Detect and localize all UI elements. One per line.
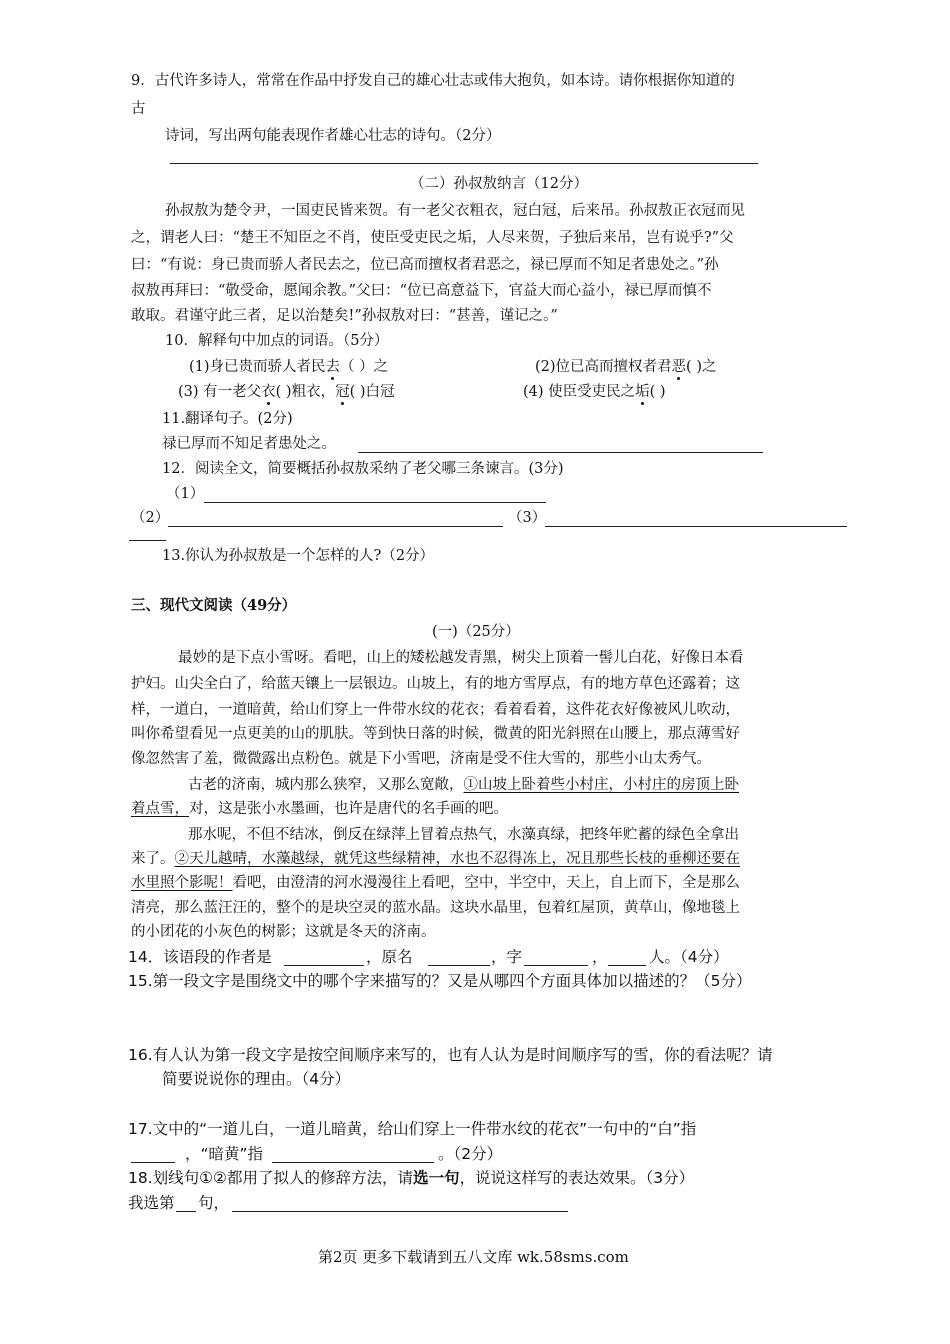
underlined-sentence-2-cont: 水里照个影呢！	[131, 875, 233, 891]
page-footer: 第2页 更多下载请到五八文库 wk.58sms.com	[318, 1248, 629, 1266]
q12-answer-line-3[interactable]	[545, 526, 847, 527]
part3-subtitle: (一)（25分）	[432, 624, 520, 640]
q14-b: ，原名	[366, 948, 413, 966]
q12-n2: （2）	[131, 510, 170, 526]
section2-para-line: 之，谓老人曰：“楚王不知臣之不肖，使臣受吏民之垢，人尽来贺，子独后来吊，岂有说乎?”父	[131, 230, 734, 246]
passage-line: 古老的济南，城内那么狭窄，又那么宽敞，①山坡上卧着些小村庄，小村庄的房顶上卧	[188, 777, 739, 793]
q17-blank-white[interactable]	[131, 1162, 175, 1163]
q14-blank-author[interactable]	[284, 965, 364, 966]
q17-line1: 17.文中的“一道儿白，一道儿暗黄，给山们穿上一件带水纹的花衣”一句中的“白”指	[128, 1120, 697, 1138]
passage-line: 叫你希望看见一点更美的山的肌肤。等到快日落的时候，微黄的阳光斜照在山腰上，那点薄雪好	[131, 726, 740, 742]
section2-para-line: 敢取。君谨守此三者，足以治楚矣!”孙叔敖对曰：“甚善，谨记之。”	[131, 308, 558, 324]
q9-line2: 古	[131, 101, 146, 117]
passage-line: 最妙的是下点小雪呀。看吧，山上的矮松越发青黑，树尖上顶着一髻儿白花，好像日本看	[178, 650, 744, 666]
passage-line: 样，一道白，一道暗黄，给山们穿上一件带水纹的花衣；看着看着，这件花衣好像被风儿吹动，	[131, 702, 740, 718]
q10-item4: (4) 使臣受吏民之垢( )	[523, 384, 666, 400]
q11-sentence: 禄已厚而不知足者患处之。	[162, 436, 336, 452]
q17-a: ，“暗黄”指	[185, 1145, 264, 1163]
section2-para-line: 叔敖再拜曰：“敬受命，愿闻余教。”父曰：“位已高意益下，官益大而心益小，禄已厚而慎不	[131, 283, 712, 299]
q12-n1: （1）	[166, 486, 205, 502]
q14-c: ，字	[491, 948, 523, 966]
passage-line: 护妇。山尖全白了，给蓝天镶上一层银边。山坡上，有的地方雪厚点，有的地方草色还露着；这	[131, 676, 740, 692]
q14-e: 人。（4分）	[649, 948, 729, 966]
underlined-sentence-1-cont: 着点雪，	[131, 801, 189, 817]
q17-blank-dark-yellow[interactable]	[272, 1162, 434, 1163]
section2-title: （二）孙叔敖纳言（12分）	[410, 176, 588, 192]
q14-blank-courtesy-name[interactable]	[524, 965, 588, 966]
passage-line: 的小团花的小灰色的树影；这就是冬天的济南。	[131, 924, 436, 940]
q18-line2-b: 句，	[198, 1194, 230, 1212]
q11-answer-line[interactable]	[358, 452, 763, 453]
passage-line: 来了。②天儿越晴，水藻越绿，就凭这些绿精神，水也不忍得冻上，况且那些长枝的垂柳还要在	[131, 851, 740, 867]
passage-line: 着点雪，对，这是张小水墨画，也许是唐代的名手画的吧。	[131, 801, 508, 817]
q12-title: 12．阅读全文，简要概括孙叔敖采纳了老父哪三条谏言。(3分)	[162, 461, 564, 477]
q9-answer-line[interactable]	[170, 163, 758, 164]
q15-title: 15.第一段文字是围绕文中的哪个字来描写的？又是从哪四个方面具体加以描述的？（5分）	[128, 972, 752, 990]
q18-answer-line[interactable]	[232, 1211, 568, 1212]
q18-line2-a: 我选第	[128, 1194, 175, 1212]
passage-line: 那水呢，不但不结冰，倒反在绿萍上冒着点热气，水藻真绿，把终年贮蓄的绿色全拿出	[188, 827, 739, 843]
q14-d: ，	[592, 948, 608, 966]
q11-title: 11.翻译句子。(2分)	[162, 411, 293, 427]
q18-line1: 18.划线句①②都用了拟人的修辞方法，请选一句，说说这样写的表达效果。（3分）	[128, 1169, 695, 1187]
q16-line1: 16.有人认为第一段文字是按空间顺序来写的，也有人认为是时间顺序写的雪，你的看法呢？请	[128, 1046, 773, 1064]
passage-line: 水里照个影呢！看吧，由澄清的河水漫漫往上看吧，空中，半空中，天上，自上而下，全是那么	[131, 875, 740, 891]
underlined-sentence-1: ①山坡上卧着些小村庄，小村庄的房顶上卧	[463, 777, 739, 793]
q9-line1: 9．古代许多诗人，常常在作品中抒发自己的雄心壮志或伟大抱负，如本诗。请你根据你知道的	[131, 73, 735, 89]
part3-title: 三、现代文阅读（49分）	[131, 597, 297, 614]
q12-answer-line-2[interactable]	[168, 526, 503, 527]
q10-item3: (3) 有一老父衣( )粗衣，冠( )白冠	[178, 384, 395, 400]
q16-line2: 简要说说你的理由。（4分）	[162, 1070, 351, 1088]
passage-line: 清亮，那么蓝汪汪的，整个的是块空灵的蓝水晶。这块水晶里，包着红屋顶，黄草山，像地毯上	[131, 900, 740, 916]
q14-blank-original-name[interactable]	[428, 965, 490, 966]
underlined-sentence-2: ②天儿越晴，水藻越绿，就凭这些绿精神，水也不忍得冻上，况且那些长枝的垂柳还要在	[174, 851, 740, 867]
q14-a: 14．该语段的作者是	[128, 948, 272, 966]
q10-item2: (2)位已高而擅权者君恶( )之	[535, 359, 717, 375]
q17-b: 。（2分）	[438, 1145, 503, 1163]
section2-para-line: 孙叔敖为楚令尹，一国吏民皆来贺。有一老父衣粗衣，冠白冠，后来吊。孙叔敖正衣冠而见	[165, 203, 745, 219]
q12-answer-line-1[interactable]	[204, 502, 546, 503]
q12-n3: （3）	[508, 510, 547, 526]
q14-blank-hometown[interactable]	[608, 965, 646, 966]
q9-line3: 诗词，写出两句能表现作者雄心壮志的诗句。（2分）	[165, 128, 501, 144]
q10-title: 10．解释句中加点的词语。（5分）	[165, 333, 389, 349]
passage-line: 像忽然害了羞，微微露出点粉色。就是下小雪吧，济南是受不住大雪的，那些小山太秀气。	[131, 751, 711, 767]
q10-item1: (1)身已贵而骄人者民去（ ）之	[189, 359, 389, 375]
q13-title: 13.你认为孙叔敖是一个怎样的人?（2分）	[162, 548, 435, 564]
q18-blank-choice[interactable]	[176, 1211, 196, 1212]
q12-answer-line-3-cont[interactable]	[129, 540, 166, 541]
section2-para-line: 曰：“有说：身已贵而骄人者民去之，位已高而擅权者君恶之，禄已厚而不知足者患处之。”孙	[131, 257, 719, 273]
